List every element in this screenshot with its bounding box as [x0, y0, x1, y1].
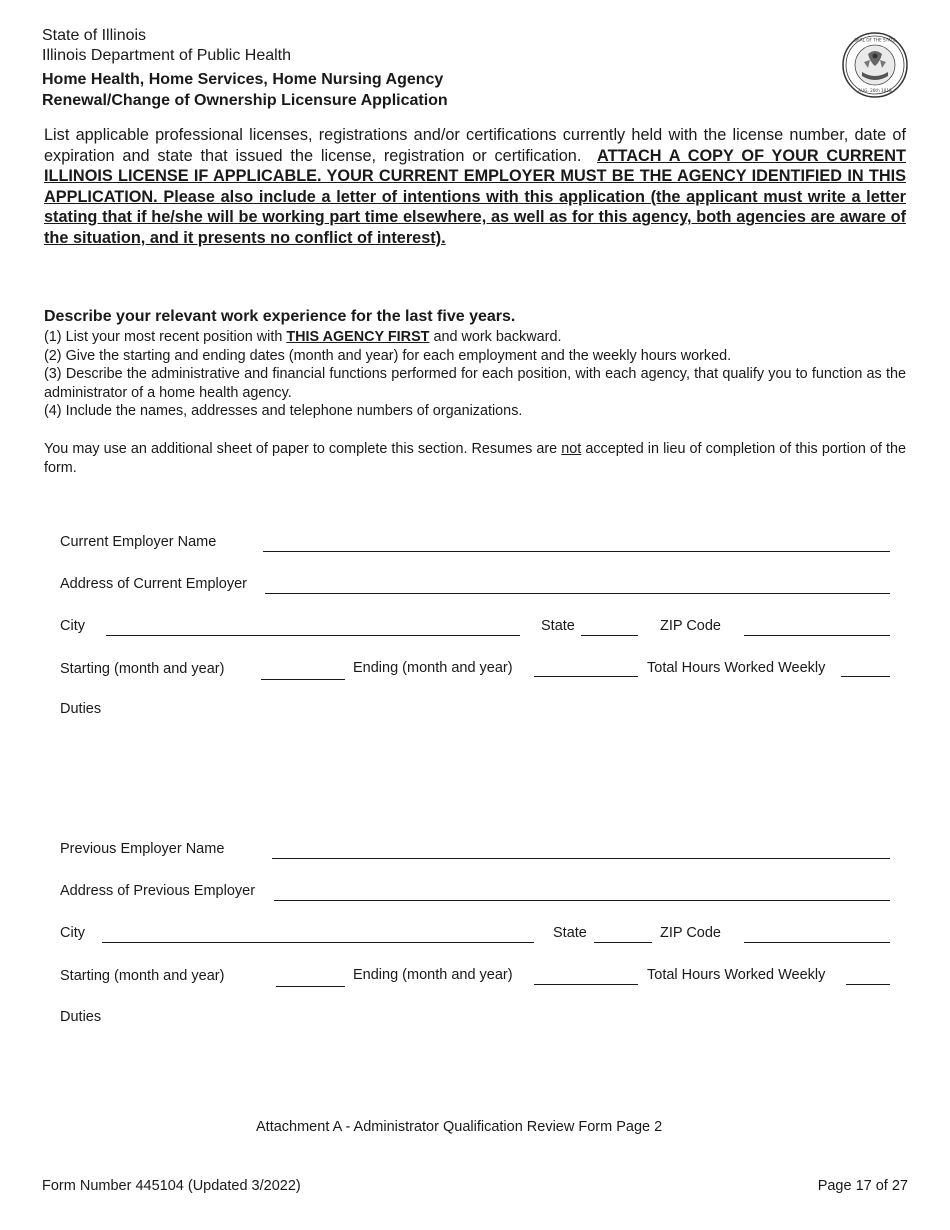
experience-item-2: (2) Give the starting and ending dates (month and year) for each employment and the weekly hours worked.	[44, 347, 732, 364]
experience-item-3: (3) Describe the administrative and financial functions performed for each position, with each agency, that qualify you to function as the administrator of a home health agency.	[44, 366, 906, 401]
experience-item-4: (4) Include the names, addresses and telephone numbers of organizations.	[44, 403, 523, 419]
svg-text:AUG. 26th 1818: AUG. 26th 1818	[858, 88, 892, 93]
license-instructions	[44, 125, 906, 249]
current-end-label: Ending (month and year)	[353, 660, 513, 676]
experience-note: You may use an additional sheet of paper to complete this section. Resumes are not accepted in lieu of completion of this portion of the form.	[44, 441, 906, 476]
current-start-label: Starting (month and year)	[60, 661, 225, 677]
previous-employer-name-label: Previous Employer Name	[60, 841, 225, 857]
previous-zip-field[interactable]	[744, 942, 890, 943]
current-employer-address-label: Address of Current Employer	[60, 576, 247, 592]
previous-start-label: Starting (month and year)	[60, 968, 225, 984]
current-duties-label: Duties	[60, 701, 102, 717]
license-instructions-plain: List applicable professional licenses, registrations and/or certifications currently held with the license number, date of expiration and state that issued the license, registration or certification.	[44, 126, 906, 165]
previous-employer-address-label: Address of Previous Employer	[60, 883, 256, 899]
previous-duties-label: Duties	[60, 1009, 102, 1025]
previous-state-label: State	[553, 925, 587, 941]
previous-hours-label: Total Hours Worked Weekly	[647, 967, 826, 983]
current-city-label: City	[60, 618, 85, 634]
previous-city-field[interactable]	[102, 942, 534, 943]
previous-hours-field[interactable]	[846, 984, 890, 985]
form-title-line2: Renewal/Change of Ownership Licensure Application	[42, 92, 448, 109]
current-hours-field[interactable]	[841, 676, 890, 677]
previous-zip-label: ZIP Code	[660, 925, 721, 941]
attachment-caption: Attachment A - Administrator Qualification Review Form Page 2	[256, 1119, 663, 1135]
form-title-line1: Home Health, Home Services, Home Nursing Agency	[42, 71, 444, 88]
illinois-state-seal-icon	[842, 32, 908, 98]
current-zip-label: ZIP Code	[660, 618, 721, 634]
previous-state-field[interactable]	[594, 942, 652, 943]
experience-instructions	[44, 328, 906, 421]
current-hours-label: Total Hours Worked Weekly	[647, 660, 826, 676]
form-number: Form Number 445104 (Updated 3/2022)	[42, 1178, 301, 1194]
experience-title: Describe your relevant work experience for the last five years.	[44, 308, 516, 325]
svg-text:SEAL OF THE STATE: SEAL OF THE STATE	[854, 37, 896, 43]
experience-item-1: (1) List your most recent position with THIS AGENCY FIRST and work backward.	[44, 329, 562, 345]
current-employer-name-label: Current Employer Name	[60, 534, 217, 550]
previous-city-label: City	[60, 925, 85, 941]
previous-end-field[interactable]	[534, 984, 638, 985]
header-department: Illinois Department of Public Health	[42, 47, 292, 64]
previous-end-label: Ending (month and year)	[353, 967, 513, 983]
license-instructions-emphasis: ATTACH A COPY OF YOUR CURRENT ILLINOIS LICENSE IF APPLICABLE. YOUR CURRENT EMPLOYER MUST BE THE AGENCY IDENTIFIED IN THIS APPLICATION. Please also include a letter of intentions with this application (the applicant must write a letter stating that if he/she will be working part time elsewhere, as well as for this agency, both agencies are aware of the situation, and it presents no conflict of interest).	[44, 146, 906, 247]
current-start-field[interactable]	[261, 679, 345, 680]
current-state-field[interactable]	[581, 635, 638, 636]
current-state-label: State	[541, 618, 575, 634]
current-end-field[interactable]	[534, 676, 638, 677]
header-state: State of Illinois	[42, 27, 147, 44]
current-zip-field[interactable]	[744, 635, 890, 636]
previous-start-field[interactable]	[276, 986, 345, 987]
page-number: Page 17 of 27	[817, 1178, 908, 1194]
current-employer-address-field[interactable]	[265, 593, 890, 594]
current-city-field[interactable]	[106, 635, 520, 636]
current-employer-name-field[interactable]	[263, 551, 890, 552]
previous-employer-name-field[interactable]	[272, 858, 890, 859]
previous-employer-address-field[interactable]	[274, 900, 890, 901]
